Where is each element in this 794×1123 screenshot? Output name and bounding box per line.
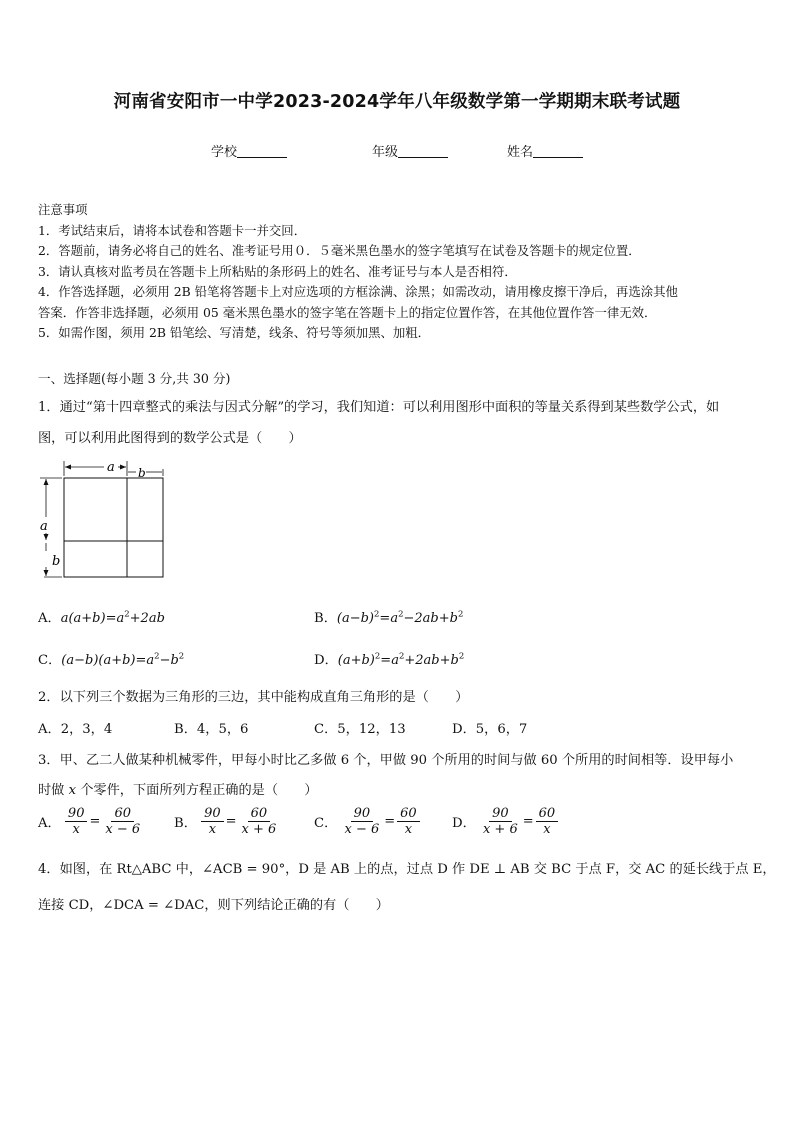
name-blank xyxy=(533,145,583,158)
q3-option-c: C． $\frac{90}{x - 6}$ = $\frac{60}{x}$ xyxy=(314,806,420,837)
name-field xyxy=(507,141,583,160)
notice-heading: 注意事项 xyxy=(38,202,88,217)
q1-text-line2: 图，可以利用此图得到的数学公式是（ ） xyxy=(38,431,302,446)
q2-option-c: C．5，12，13 xyxy=(314,722,406,737)
q1-option-b: B．$(a-b)^2=a^2-2ab+b^2$ xyxy=(314,609,464,626)
notice-item: 3．请认真核对监考员在答题卡上所粘贴的条形码上的姓名、准考证号与本人是否相符． xyxy=(38,263,517,279)
notice-item: 2．答题前，请务必将自己的姓名、准考证号用０．５毫米黑色墨水的签字笔填写在试卷及答题卡的规定位置． xyxy=(38,243,641,258)
section-heading: 一、选择题(每小题 3 分,共 30 分) xyxy=(38,371,231,386)
left-label-a: a xyxy=(40,519,48,534)
school-blank xyxy=(237,145,287,158)
q2-option-b: B．4，5，6 xyxy=(174,722,249,737)
q1-option-c: C．$(a-b)(a+b)=a^2-b^2$ xyxy=(38,651,185,668)
q3-option-a: A． $\frac{90}{x}$ = $\frac{60}{x - 6}$ xyxy=(38,806,141,837)
q1-option-a-formula: $a(a+b)=a^2+2ab$ xyxy=(60,609,165,626)
name-label: 姓名 xyxy=(507,145,534,160)
top-label-b: b xyxy=(138,466,146,480)
q3-text-line1: 3．甲、乙二人做某种机械零件，甲每小时比乙多做 6 个，甲做 90 个所用的时间与做 60 个所用的时间相等．设甲每小 xyxy=(38,753,734,768)
grade-label: 年级 xyxy=(372,145,399,160)
notice-section xyxy=(38,200,678,344)
q2-text: 2．以下列三个数据为三角形的三边，其中能构成直角三角形的是（ ） xyxy=(38,690,469,705)
top-label-a: a xyxy=(107,460,115,475)
q4-text-line2: 连接 CD，∠DCA = ∠DAC，则下列结论正确的有（ ） xyxy=(38,898,389,913)
notice-item: 4．作答选择题，必须用 2B 铅笔将答题卡上对应选项的方框涂满、涂黑；如需改动，请用橡皮擦干净后，再选涂其他 xyxy=(38,284,678,299)
q3-option-d: D． $\frac{90}{x + 6}$ = $\frac{60}{x}$ xyxy=(452,806,558,837)
grade-field xyxy=(372,141,448,160)
q3-text-line2: 时做 x 个零件，下面所列方程正确的是（ ） xyxy=(38,783,318,798)
q1-square-figure xyxy=(34,455,174,585)
q1-text-line1: 1．通过“第十四章整式的乘法与因式分解”的学习，我们知道：可以利用图形中面积的等量关系得到某些数学公式，如 xyxy=(38,400,720,415)
grade-blank xyxy=(398,145,448,158)
q2-option-a: A．2，3，4 xyxy=(38,722,113,737)
q1-option-d-formula: $(a+b)^2=a^2+2ab+b^2$ xyxy=(337,651,465,668)
q1-option-c-formula: $(a-b)(a+b)=a^2-b^2$ xyxy=(61,651,185,668)
school-field xyxy=(211,141,287,160)
q1-option-b-formula: $(a-b)^2=a^2-2ab+b^2$ xyxy=(336,609,464,626)
outer-square xyxy=(64,478,163,577)
q2-option-d: D．5，6，7 xyxy=(452,722,528,737)
school-label: 学校 xyxy=(211,145,238,160)
q3-option-b: B． $\frac{90}{x}$ = $\frac{60}{x + 6}$ xyxy=(174,806,277,837)
left-label-b: b xyxy=(52,554,61,569)
notice-item: 1．考试结束后，请将本试卷和答题卡一并交回． xyxy=(38,222,307,238)
notice-item: 5．如需作图，须用 2B 铅笔绘、写清楚，线条、符号等须加黑、加粗． xyxy=(38,325,431,340)
notice-item: 答案．作答非选择题，必须用 05 毫米黑色墨水的签字笔在答题卡上的指定位置作答，在其他位置作答一律无效． xyxy=(38,304,657,320)
q4-text-line1: 4．如图，在 Rt△ABC 中，∠ACB = 90°，D 是 AB 上的点，过点 D 作 DE ⊥ AB 交 BC 于点 F，交 AC 的延长线于点 E， xyxy=(38,862,776,877)
page-title: 河南省安阳市一中学2023-2024学年八年级数学第一学期期末联考试题 xyxy=(113,92,681,112)
q1-option-a: A．$a(a+b)=a^2+2ab$ xyxy=(38,609,165,626)
q1-option-d: D．$(a+b)^2=a^2+2ab+b^2$ xyxy=(314,651,465,668)
